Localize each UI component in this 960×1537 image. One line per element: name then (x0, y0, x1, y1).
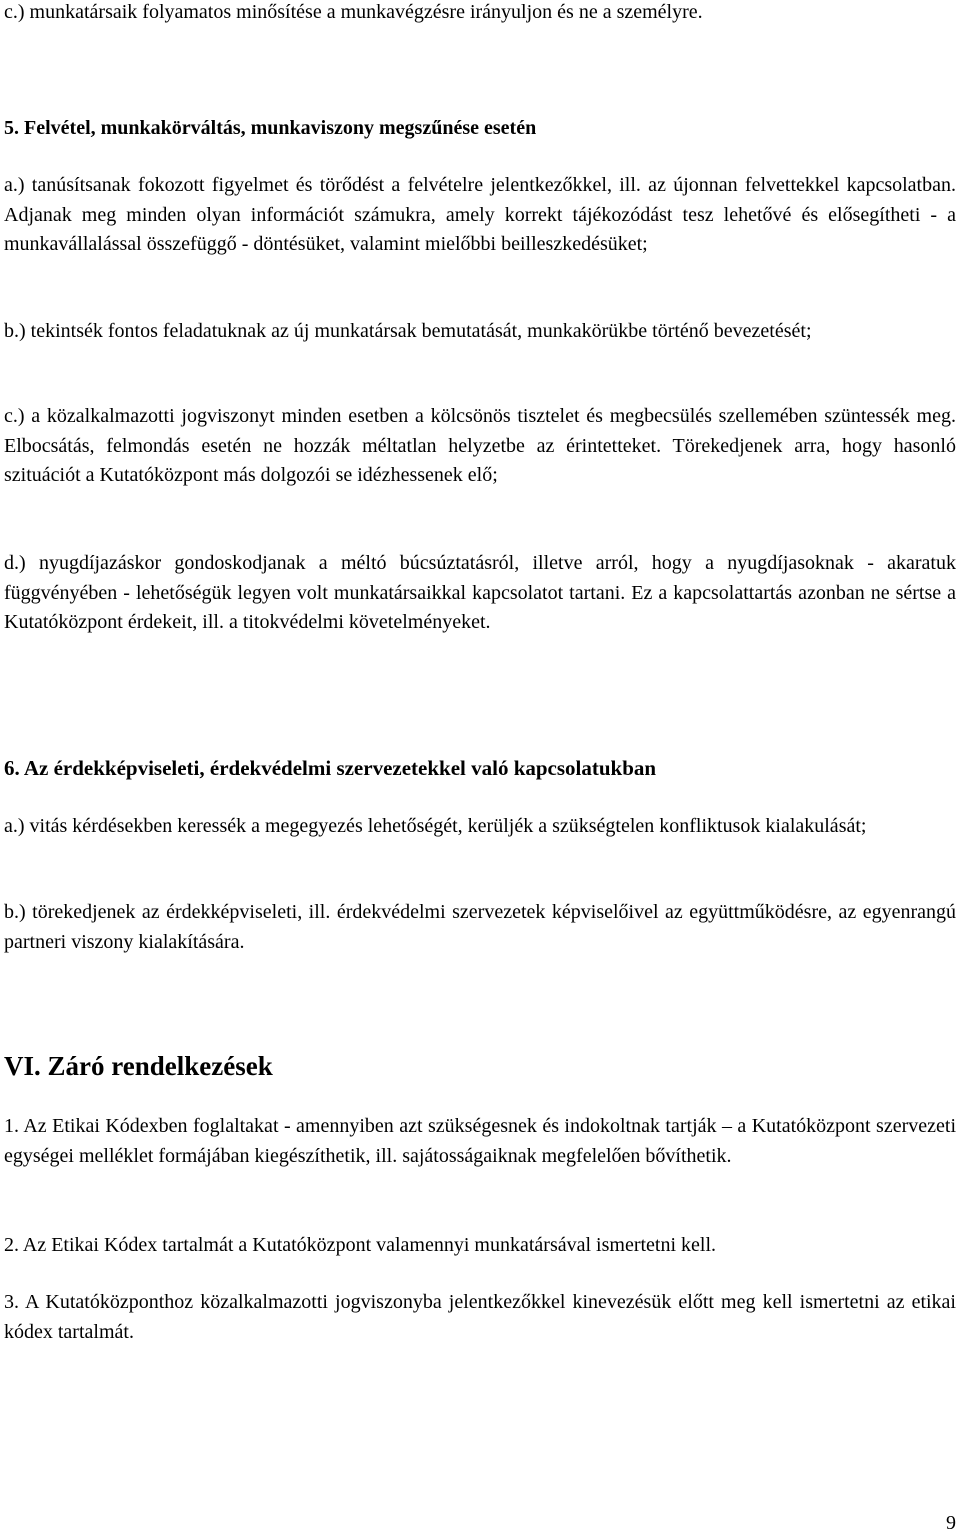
chapter-vi-paragraph-2: 2. Az Etikai Kódex tartalmát a Kutatóközpont valamennyi munkatársával ismertetni kell. (4, 1234, 717, 1256)
section-5-heading: 5. Felvétel, munkakörváltás, munkaviszony megszűnése esetén (4, 117, 537, 139)
section-5-item-c: c.) a közalkalmazotti jogviszonyt minden esetben a kölcsönös tisztelet és megbecsülés szellemében szüntessék meg. Elbocsátás, felmondás esetén ne hozzák méltatlan helyzetbe az érintetteket. Törekedjenek arra, hogy hasonló szituációt a Kutatóközpont más dolgozói se idézhessenek elő; (4, 405, 956, 486)
page-number: 9 (946, 1512, 956, 1534)
section-5-item-a: a.) tanúsítsanak fokozott figyelmet és törődést a felvételre jelentkezőkkel, ill. az újonnan felvettekkel kapcsolatban. Adjanak meg minden olyan információt számukra, amely korrekt tájékozódást tesz lehetővé és elősegítheti - a munkavállalással összefüggő - döntésüket, valamint mielőbbi beilleszkedésüket; (4, 174, 956, 255)
section-5-item-b: b.) tekintsék fontos feladatuknak az új munkatársak bemutatását, munkakörükbe történő bevezetését; (4, 320, 812, 342)
section-5-item-d: d.) nyugdíjazáskor gondoskodjanak a méltó búcsúztatásról, illetve arról, hogy a nyugdíjasoknak - akaratuk függvényében - lehetőségük legyen volt munkatársaikkal kapcsolatot tartani. Ez a kapcsolattartás azonban ne sértse a Kutatóközpont érdekeit, ill. a titokvédelmi követelményeket. (4, 552, 956, 633)
chapter-vi-paragraph-1: 1. Az Etikai Kódexben foglaltakat - amennyiben azt szükségesnek és indokoltnak tartják – a Kutatóközpont szervezeti egységei melléklet formájában kiegészíthetik, ill. sajátosságaiknak megfelelően bővíthetik. (4, 1115, 956, 1167)
chapter-vi-paragraph-3: 3. A Kutatóközponthoz közalkalmazotti jogviszonyba jelentkezőkkel kinevezésük előtt meg kell ismertetni az etikai kódex tartalmát. (4, 1291, 956, 1343)
section-6-heading: 6. Az érdekképviseleti, érdekvédelmi szervezetekkel való kapcsolatukban (4, 756, 657, 780)
list-item-c-top: c.) munkatársaik folyamatos minősítése a munkavégzésre irányuljon és ne a személyre. (4, 1, 703, 23)
chapter-vi-heading: VI. Záró rendelkezések (4, 1051, 273, 1081)
section-6-item-a: a.) vitás kérdésekben keressék a megegyezés lehetőségét, kerüljék a szükségtelen konfliktusok kialakulását; (4, 815, 867, 837)
section-6-item-b: b.) törekedjenek az érdekképviseleti, ill. érdekvédelmi szervezetek képviselőivel az együttműködésre, az egyenrangú partneri viszony kialakítására. (4, 901, 956, 953)
